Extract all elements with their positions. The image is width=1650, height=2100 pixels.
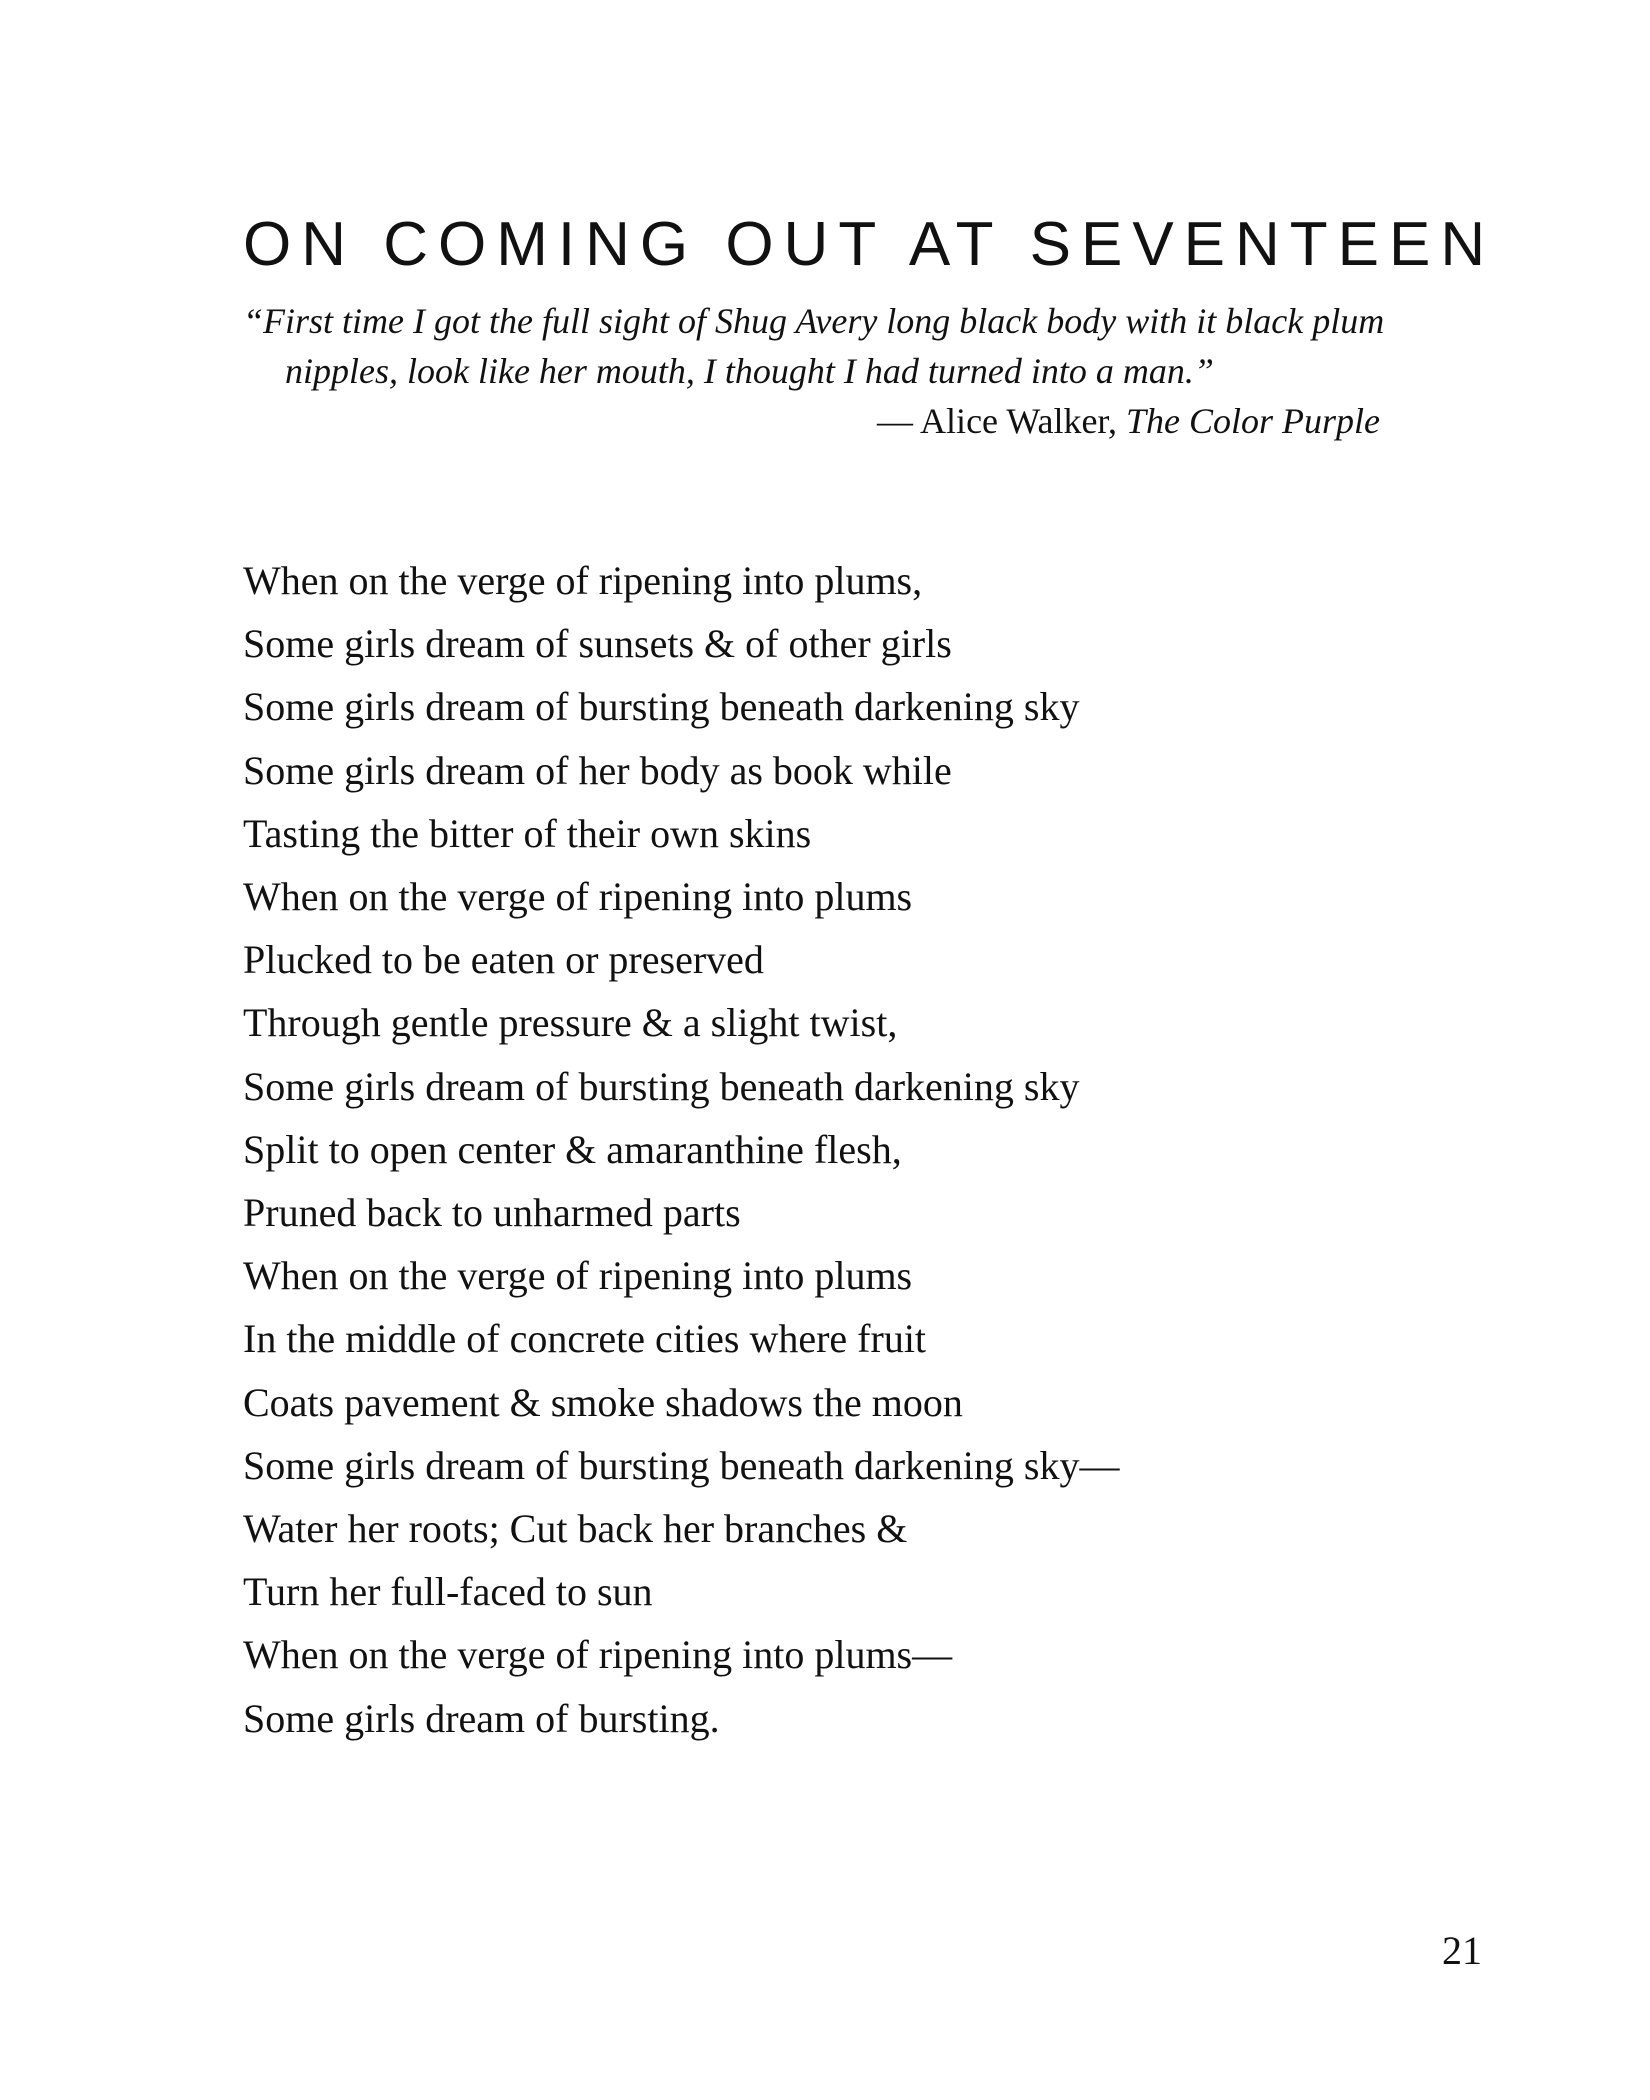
poem-line: When on the verge of ripening into plums— <box>243 1632 953 1678</box>
poem-line: Some girls dream of bursting. <box>243 1695 720 1741</box>
poem-line: Through gentle pressure & a slight twist, <box>243 1000 898 1046</box>
poem-title: ON COMING OUT AT SEVENTEEN <box>243 210 1496 279</box>
poem-body <box>243 549 1119 1750</box>
poem-line: Turn her full-faced to sun <box>243 1569 653 1615</box>
epigraph <box>243 296 1393 441</box>
poem-line: Pruned back to unharmed parts <box>243 1190 741 1236</box>
poem-line: Some girls dream of sunsets & of other girls <box>243 621 952 667</box>
poem-line: In the middle of concrete cities where fruit <box>243 1316 927 1362</box>
poem-line: Some girls dream of her body as book while <box>243 747 952 793</box>
page-number: 21 <box>1442 1928 1482 1973</box>
poem-line: Some girls dream of bursting beneath darkening sky— <box>243 1442 1120 1488</box>
poem-line: Some girls dream of bursting beneath darkening sky <box>243 684 1080 730</box>
poem-line: Tasting the bitter of their own skins <box>243 810 812 856</box>
poem-line: When on the verge of ripening into plums <box>243 1253 913 1299</box>
poem-line: Split to open center & amaranthine flesh, <box>243 1126 902 1172</box>
poem-line: When on the verge of ripening into plums, <box>243 558 923 603</box>
poem-line: Coats pavement & smoke shadows the moon <box>243 1379 963 1425</box>
poem-line: Water her roots; Cut back her branches & <box>243 1506 908 1552</box>
epigraph-quote: “First time I got the full sight of Shug Avery long black body with it black plum nipples, look like her mouth, I thought I had turned into a man.” <box>243 301 1385 391</box>
epigraph-author: — Alice Walker, <box>877 401 1117 441</box>
poem-line: When on the verge of ripening into plums <box>243 874 913 920</box>
poem-line: Some girls dream of bursting beneath darkening sky <box>243 1063 1080 1109</box>
epigraph-book-title: The Color Purple <box>1125 401 1380 441</box>
poem-line: Plucked to be eaten or preserved <box>243 937 764 983</box>
epigraph-attribution <box>243 396 1380 446</box>
